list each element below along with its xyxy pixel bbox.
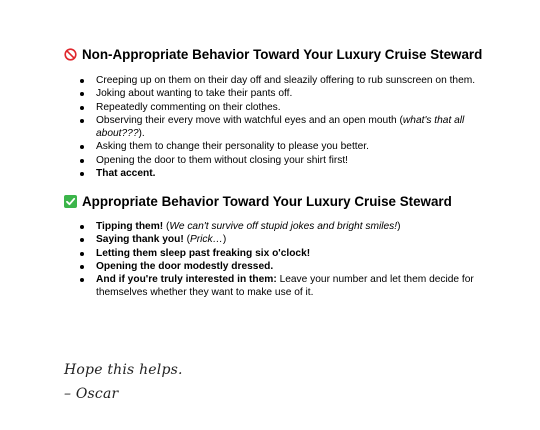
list-item: Opening the door modestly dressed. [78, 260, 478, 273]
list-item: Opening the door to them without closing your shirt first! [78, 154, 478, 167]
section-heading-inappropriate [64, 47, 482, 62]
list-item: Asking them to change their personality to please you better. [78, 140, 478, 153]
list-item: That accent. [78, 167, 478, 180]
list-item: Repeatedly commenting on their clothes. [78, 101, 478, 114]
list-item: Tipping them! (We can't survive off stupid jokes and bright smiles!) [78, 220, 478, 233]
signature-name: – Oscar [64, 386, 119, 402]
signature-line: Hope this helps. [64, 362, 183, 378]
inappropriate-list [78, 74, 478, 180]
prohibited-icon [64, 48, 77, 61]
section-heading-appropriate [64, 194, 452, 209]
list-item: And if you're truly interested in them: Leave your number and let them decide for themselves whether they want to make use of it. [78, 273, 478, 300]
list-item: Observing their every move with watchful eyes and an open mouth (what's that all about???). [78, 114, 478, 141]
list-item: Letting them sleep past freaking six o'clock! [78, 247, 478, 260]
section-title: Appropriate Behavior Toward Your Luxury Cruise Steward [82, 194, 452, 209]
list-item: Creeping up on them on their day off and sleazily offering to rub sunscreen on them. [78, 74, 478, 87]
check-mark-icon [64, 195, 77, 208]
list-item: Saying thank you! (Prick…) [78, 233, 478, 246]
appropriate-list [78, 220, 478, 300]
section-title: Non-Appropriate Behavior Toward Your Luxury Cruise Steward [82, 47, 483, 62]
list-item: Joking about wanting to take their pants off. [78, 87, 478, 100]
